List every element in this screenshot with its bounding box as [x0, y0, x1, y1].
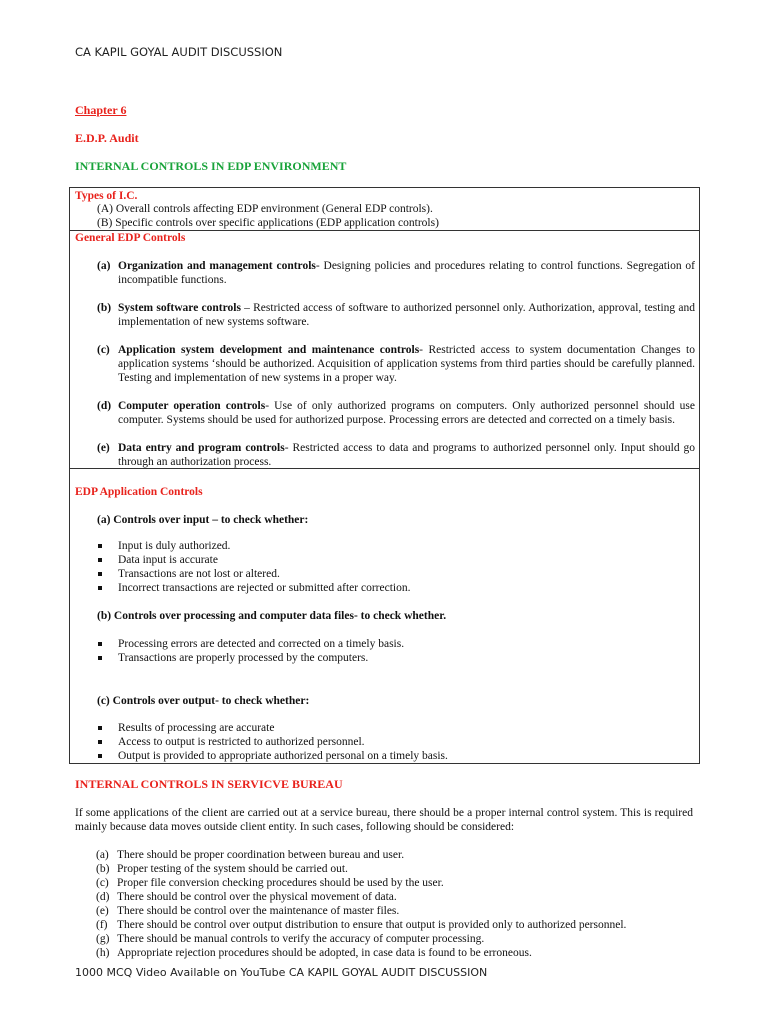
processing-controls-heading: (b) Controls over processing and computer data files- to check whether.: [97, 610, 447, 622]
list-item: (c) Proper file conversion checking procedures should be used by the user.: [96, 877, 444, 889]
types-box: [69, 187, 700, 231]
bureau-list: [96, 848, 626, 960]
output-controls-heading: (c) Controls over output- to check whether:: [97, 695, 310, 707]
list-item: Transactions are not lost or altered.: [97, 567, 410, 581]
types-item-b: (B) Specific controls over specific applications (EDP application controls): [97, 217, 439, 229]
list-item: (f) There should be control over output distribution to ensure that output is provided only to authorized personnel.: [96, 919, 627, 931]
list-item: Output is provided to appropriate authorized personal on a timely basis.: [97, 749, 448, 763]
application-title: EDP Application Controls: [75, 486, 203, 498]
input-controls-heading: (a) Controls over input – to check whether:: [97, 514, 309, 526]
list-item: (d) There should be control over the physical movement of data.: [96, 891, 397, 903]
input-controls-list: [97, 539, 410, 595]
types-item-a: (A) Overall controls affecting EDP environment (General EDP controls).: [97, 203, 433, 215]
output-controls-list: [97, 721, 448, 763]
list-item: Access to output is restricted to authorized personnel.: [97, 735, 448, 749]
subject-title: E.D.P. Audit: [75, 131, 139, 145]
general-controls-box: General EDP Controls (a) Organization and management controls- Designing policies and procedures relating to control functions. Segregation of incompatible functions. (b) System software controls – Restricted access of software to authorized personnel only. Authorization, approval, testing and implementation of new systems software. (c) Application system development and maintenance controls- Restricted access to system documentation Changes to application systems ‘should be authorized. Acquisition of application systems from third parties should be carefully planned. Testing and implementation of new systems in a proper way. (d) Computer operation controls- Use of only authorized programs on computers. Only authorized personnel should use computer. Systems should be used for authorized purpose. Processing errors are detected and corrected on a timely basis. (e) Data entry and program controls- Restricted access to data and programs to authorized personnel only. Input should go through an authorization process.: [69, 230, 700, 469]
list-item: (a) There should be proper coordination between bureau and user.: [96, 849, 405, 861]
application-controls-box: [69, 468, 700, 764]
chapter-title: Chapter 6: [75, 103, 127, 117]
list-item: Results of processing are accurate: [97, 721, 448, 735]
list-item: Processing errors are detected and corrected on a timely basis.: [97, 637, 404, 651]
list-item: (e) There should be control over the maintenance of master files.: [96, 905, 400, 917]
general-title: General EDP Controls: [75, 232, 186, 244]
list-item: Incorrect transactions are rejected or submitted after correction.: [97, 581, 410, 595]
section-title-edp: INTERNAL CONTROLS IN EDP ENVIRONMENT: [75, 159, 347, 173]
list-item: (g) There should be manual controls to verify the accuracy of computer processing.: [96, 933, 485, 945]
bureau-paragraph: If some applications of the client are carried out at a service bureau, there should be a proper internal control system. This is required mainly because data moves outside client entity. In such cases, following should be considered:: [75, 807, 693, 833]
list-item: Input is duly authorized.: [97, 539, 410, 553]
section-title-bureau: INTERNAL CONTROLS IN SERVICVE BUREAU: [75, 777, 343, 791]
page-footer: 1000 MCQ Video Available on YouTube CA KAPIL GOYAL AUDIT DISCUSSION: [75, 966, 488, 979]
types-title: Types of I.C.: [75, 190, 138, 202]
list-item: Data input is accurate: [97, 553, 410, 567]
list-item: (h) Appropriate rejection procedures should be adopted, in case data is found to be erroneous.: [96, 947, 532, 959]
processing-controls-list: [97, 637, 404, 665]
list-item: (b) Proper testing of the system should be carried out.: [96, 863, 348, 875]
list-item: Transactions are properly processed by the computers.: [97, 651, 404, 665]
page-header: CA KAPIL GOYAL AUDIT DISCUSSION: [75, 45, 283, 59]
